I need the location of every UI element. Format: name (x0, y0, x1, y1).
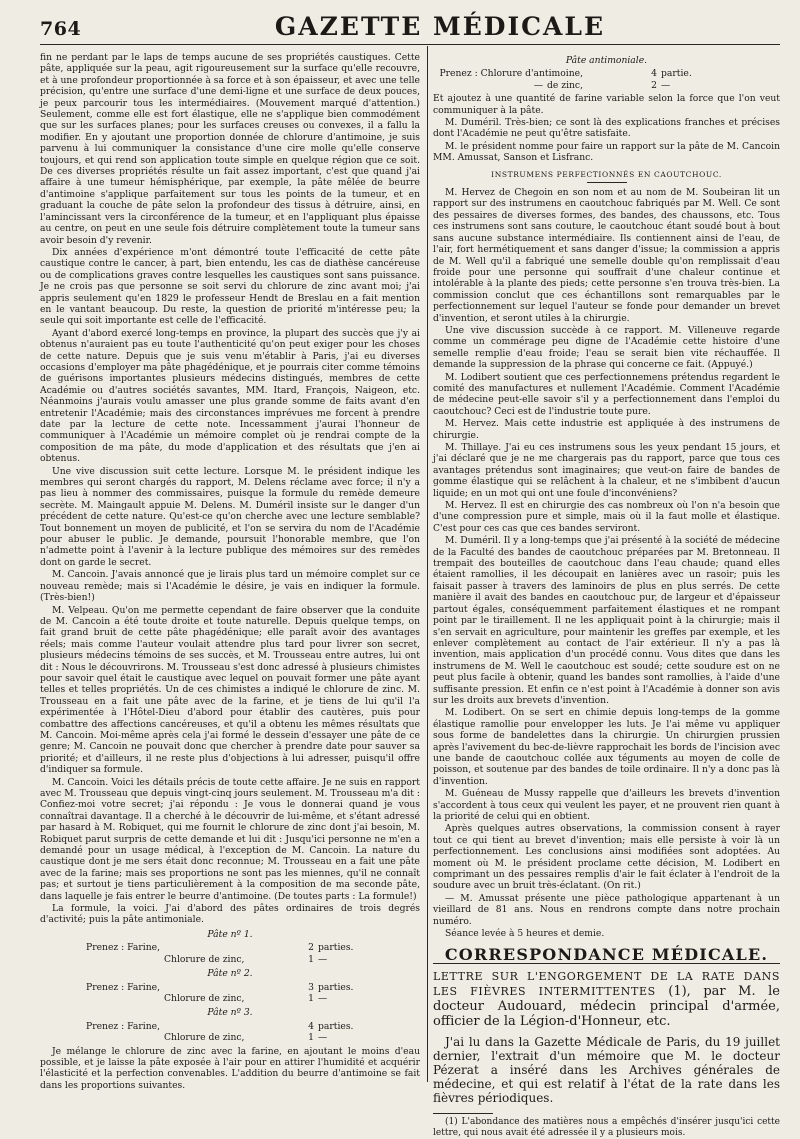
paste-formula-2 (40, 968, 420, 1004)
formula-lead: Prenez : Farine, (86, 942, 160, 954)
letter-heading-caps: LETTRE SUR L'ENGORGEMENT DE LA RATE DANS LES FIÈVRES INTERMITTENTES (433, 969, 780, 998)
paste-title: Pâte nº 2. (207, 968, 253, 980)
paste-title: Pâte nº 1. (207, 928, 253, 940)
right-paragraph-2: M. Duméril. Très-bien; ce sont là des explications franches et précises dont l'Académie ne peut qu'être satisfaite. (433, 117, 780, 140)
left-paragraph-6: M. Velpeau. Qu'on me permette cependant de faire observer que la conduite de M. Cancoin a été toute droite et toute naturelle. Depuis quelque temps, on fait grand bruit de cette pâte phagédénique; elle paraît avoir des avantages réels; mais comme l'auteur voulait attendre plus tard pour livrer son secret, plusieurs médecins témoins de ses succès, et M. Trousseau entre autres, lui ont dit : Nous le découvrirons. M. Trousseau s'est donc adressé à plusieurs chimistes pour savoir quel était le caustique avec lequel on pouvait former une pâte ayant telles et telles propriétés. Un de ces chimistes a indiqué le chlorure de zinc. M. Trousseau en a fait une pâte avec de la farine, et je tiens de lui qu'il l'a expérimentée à l'Hôtel-Dieu d'abord pour établir des cautères, puis pour combattre des affections cancéreuses, et qu'il a obtenu les mêmes résultats que M. Cancoin. Moi-même après cela j'ai formé le dessein d'essayer une pâte de ce genre; M. Cancoin ne pouvait donc que chercher à prendre date pour sauver sa priorité; et d'ailleurs, il ne reste plus d'objections à lui adresser, puisqu'il offre d'indiquer sa formule. (40, 604, 420, 776)
left-paragraph-9: Je mélange le chlorure de zinc avec la farine, en ajoutant le moins d'eau possible, et je laisse la pâte exposée à l'air pour en attirer l'humidité et acquérir l'élasticité et la perfection convenables. L'addition du beurre d'antimoine se fait dans les proportions suivantes. (40, 1045, 420, 1091)
formula-unit: — (661, 79, 671, 91)
right-paragraph-3: M. le président nomme pour faire un rapport sur la pâte de M. Cancoin MM. Amussat, Sanson et Lisfranc. (433, 140, 780, 164)
right-paragraph-13: Après quelques autres observations, la commission consent à rayer tout ce qui tient au brevet d'invention; mais elle persiste à voir là un perfectionnement. Les conclusions ainsi modifiées sont adoptées. Au moment où M. le président proclame cette décision, M. Lodibert en comprimant un des pessaires remplis d'air le fait éclater à l'endroit de la soudure avec un bruit très-éclatant. (On rit.) (433, 823, 780, 892)
footnote: (1) L'abondance des matières nous a empêchés d'insérer jusqu'ici cette lettre, qui nous avait été adressée il y a plusieurs mois. (433, 1116, 780, 1138)
formula-lead: — (533, 79, 543, 91)
formula-unit: parties. (318, 981, 354, 993)
formula-lead (40, 993, 164, 1004)
formula-ingredient (164, 982, 284, 993)
formula-lead (40, 1032, 164, 1043)
formula-ingredient: Chlorure de zinc, (164, 1032, 245, 1044)
formula-unit: parties. (318, 942, 354, 954)
session-closing: Séance levée à 5 heures et demie. (445, 928, 605, 940)
header-rule (40, 44, 780, 45)
section-heading (433, 169, 780, 183)
left-paragraph-3: Ayant d'abord exercé long-temps en province, la plupart des succès que j'y ai obtenus n'auraient pas eu toute l'authenticité qu'on peut exiger pour les choses de cette nature. Depuis que je suis venu m'établir à Paris, j'ai eu diverses occasions d'employer ma pâte phagédénique, et je pourrais citer comme témoins de guérisons importantes plusieurs médecins distingués, membres de cette Académie ou d'autres sociétés savantes, MM. Itard, François, Naigeon, etc. Néanmoins j'aurais voulu amasser une plus grande somme de faits avant d'en entretenir l'Académie; mais des circonstances imprévues me forcent à prendre date par la lecture de cette note. Incessamment j'aurai l'honneur de communiquer à l'Académie un mémoire complet où je rendrai compte de la composition de ma pâte, du mode d'application et des résultats que j'en ai obtenus. (40, 327, 420, 465)
formula-lead: Prenez : Chlorure d'antimoine, (439, 68, 583, 80)
column-divider (427, 46, 428, 1082)
formula-quantity: 2 (651, 79, 657, 91)
page-header (40, 6, 780, 40)
formula-row (40, 942, 420, 953)
left-paragraph-8: La formule, la voici. J'ai d'abord des pâtes ordinaires de trois degrés d'activité; puis la pâte antimoniale. (40, 903, 420, 926)
formula-row (40, 982, 420, 993)
letter-heading-rest: (1), par M. le docteur Audouard, médecin principal d'armée, officier de la Légion-d'Honneur, etc. (433, 983, 780, 1029)
formula-ingredient: Chlorure de zinc, (164, 953, 245, 965)
right-paragraph-6: M. Lodibert soutient que ces perfectionnemens prétendus regardent le comité des manufactures et nullement l'Académie. Comment l'Académie de médecine peut-elle savoir s'il y a perfectionnement dans l'emploi du caoutchouc? Ceci est de l'industrie toute pure. (433, 371, 780, 417)
left-paragraph-5: M. Cancoin. J'avais annoncé que je lirais plus tard un mémoire complet sur ce nouveau remède; mais si l'Académie le désire, je vais en indiquer la formule. (Très-bien!) (40, 569, 420, 604)
formula-quantity: 3 (308, 981, 314, 993)
paste-formula-1 (40, 929, 420, 965)
left-paragraph-4: Une vive discussion suit cette lecture. Lorsque M. le président indique les membres qui seront chargés du rapport, M. Delens réclame avec force; il n'y a pas lieu à nommer des commissaires, puisque la formule du remède demeure secrète. M. Maingault appuie M. Delens. M. Duméril insiste sur le danger d'un précédent de cette nature. Qu'est-ce qu'on cherche avec une lecture semblable? Tout bonnement un moyen de publicité, et l'on se servira du nom de l'Académie pour abuser le public. Je demande, poursuit l'honorable membre, que l'on n'admette point à l'avenir à la lecture publique des mémoires sur des remèdes dont on garde le secret. (40, 465, 420, 568)
left-column (40, 52, 420, 1091)
right-column (433, 52, 780, 1138)
formula-unit: parties. (318, 1020, 354, 1032)
correspondence-title: CORRESPONDANCE MÉDICALE. (444, 945, 769, 965)
right-paragraph-12: M. Guéneau de Mussy rappelle que d'ailleurs les brevets d'invention s'accordent à tous ceux qui veulent les payer, et ne prouvent rien quant à la priorité de celui qui en obtient. (433, 788, 780, 822)
right-paragraph-8: M. Thillaye. J'ai eu ces instrumens sous les yeux pendant 15 jours, et j'ai déclaré que je ne me chargerais pas du rapport, parce que tous ces avantages prétendus sont imaginaires; que veut-on faire de bandes de gomme élastique qui se relâchent à la chaleur, et ne s'imbibent d'aucun liquide; en un mot qui ont une foule d'inconvéniens? (433, 442, 780, 499)
formula-quantity: 4 (651, 68, 657, 80)
paste-formula-3 (40, 1007, 420, 1043)
formula-lead (40, 954, 164, 965)
right-paragraph-1: Et ajoutez à une quantité de farine variable selon la force que l'on veut communiquer à la pâte. (433, 93, 780, 116)
formula-quantity: 1 (308, 992, 314, 1004)
formula-unit: partie. (661, 68, 692, 80)
formula-unit: — (318, 992, 328, 1004)
formula-row (40, 993, 420, 1004)
formula-row (433, 80, 780, 91)
right-paragraph-5: Une vive discussion succède à ce rapport. M. Villeneuve regarde comme un commérage peu digne de l'Académie cette histoire d'une semelle remplie d'eau froide; l'eau se serait bien vite réchauffée. Il demande la suppression de la phrase qui concerne ce fait. (Appuyé.) (433, 324, 780, 371)
formula-row (433, 68, 780, 79)
right-paragraph-7: M. Hervez. Mais cette industrie est appliquée à des instrumens de chirurgie. (433, 418, 780, 441)
formula-lead: Prenez : Farine, (86, 981, 160, 993)
formula-unit: — (318, 1032, 328, 1044)
left-paragraph-2: Dix années d'expérience m'ont démontré toute l'efficacité de cette pâte caustique contre le cancer, à part, bien entendu, les cas de diathèse cancéreuse ou de complications graves contre lesquelles les caustiques sont sans puissance. Je ne crois pas que personne se soit servi du chlorure de zinc avant moi; j'ai appris seulement qu'en 1829 le professeur Hendt de Breslau en a fait mention en le vantant beaucoup. Du reste, la question de priorité m'intéresse peu; la seule qui soit importante est celle de l'efficacité. (40, 246, 420, 327)
formula-quantity: 2 (308, 942, 314, 954)
paste-title: Pâte antimoniale. (565, 55, 648, 66)
formula-row (40, 1021, 420, 1032)
page-number: 764 (40, 18, 82, 40)
formula-lead: Prenez : Farine, (86, 1020, 160, 1032)
formula-ingredient (587, 68, 627, 79)
formula-ingredient: de zinc, (547, 79, 584, 91)
formula-quantity: 4 (308, 1020, 314, 1032)
left-paragraph-7: M. Cancoin. Voici les détails précis de toute cette affaire. Je ne suis en rapport avec M. Trousseau que depuis vingt-cinq jours seulement. M. Trousseau m'a dit : Confiez-moi votre secret; j'ai répondu : Je vous le donnerai quand je vous connaîtrai davantage. Il a cherché à le découvrir de lui-même, et s'étant adressé par hasard à M. Robiquet, qui me fournit le chlorure de zinc dont j'ai besoin, M. Robiquet parut surpris de cette demande et lui dit : Jusqu'ici personne ne m'en a demandé pour un usage médical, à l'exception de M. Cancoin. La nature du caustique dont je me sers était donc reconnue; M. Trousseau en a fait une pâte avec de la farine; mais ses proportions ne sont pas les miennes, qu'il ne connaît pas; et surtout je tiens particulièrement à la composition de ma seconde pâte, dans laquelle je fais entrer le beurre d'antimoine. (De toutes parts : La formule!) (40, 776, 420, 902)
masthead-title: GAZETTE MÉDICALE (274, 12, 606, 41)
right-paragraph-9: M. Hervez. Il est en chirurgie des cas nombreux où l'on n'a besoin que d'une compression pure et simple, mais où il la faut molle et élastique. C'est pour ces cas que ces bandes serviront. (433, 500, 780, 534)
formula-ingredient (164, 942, 284, 953)
formula-unit: — (318, 953, 328, 965)
letter-body: J'ai lu dans la Gazette Médicale de Paris, du 19 juillet dernier, l'extrait d'un mémoire que M. le docteur Pézerat a inséré dans les Archives générales de médecine, et qui est relatif à l'état de la rate dans les fièvres périodiques. (433, 1034, 780, 1105)
section-heading-rule (587, 182, 627, 183)
formula-ingredient (164, 1021, 284, 1032)
right-paragraph-11: M. Lodibert. On se sert en chimie depuis long-temps de la gomme élastique ramollie pour envelopper les luts. Je l'ai même vu appliquer sous forme de bandelettes dans la chirurgie. Un chirurgien prussien après l'avivement du bec-de-lièvre rapprochait les bords de l'incision avec une bande de caoutchouc collée aux téguments au moyen de colle de poisson, et soutenue par des bandes de toile ordinaire. Il n'y a donc pas là d'invention. (433, 707, 780, 787)
paste-title: Pâte nº 3. (207, 1007, 253, 1019)
footnote-rule (433, 1113, 493, 1114)
formula-quantity: 1 (308, 1032, 314, 1044)
formula-row (40, 954, 420, 965)
letter-heading (433, 969, 780, 1029)
formula-ingredient: Chlorure de zinc, (164, 992, 245, 1004)
right-paragraph-10: M. Duméril. Il y a long-temps que j'ai présenté à la société de médecine de la Faculté des bandes de caoutchouc préparées par M. Bretonneau. Il trempait des bouteilles de caoutchouc dans l'eau chaude; quand elles étaient ramollies, il les découpait en lanières avec un rasoir; puis les faisait passer à travers des laminoirs de plus en plus serrés. De cette manière il avait des bandes en caoutchouc pur, de largeur et d'épaisseur partout égales, conséquemment parfaitement élastiques et ne rompant point par le tiraillement. Il ne les appliquait point à la chirurgie; mais il s'en servait en agriculture, pour maintenir les greffes par exemple, et les enlever complètement au contact de l'air extérieur. Il n'y a pas là invention, mais application d'un procédé connu. Vous dites que dans les instrumens de M. Well le caoutchouc est soudé; cette soudure est on ne peut plus facile à obtenir, quand les bandes sont ramollies, à l'aide d'une suffisante pression. Et enfin ce n'est point à l'Académie à donner son avis sur les droits aux brevets d'invention. (433, 535, 780, 706)
right-paragraph-4: M. Hervez de Chegoin en son nom et au nom de M. Soubeiran lit un rapport sur des instrumens en caoutchouc fabriqués par M. Well. Ce sont des pessaires de diverses formes, des bandes, des chaussons, etc. Tous ces instrumens sont sans couture, le caoutchouc étant soudé bout à bout sans aucune substance intermédiaire. Ils contiennent ainsi de l'eau, de l'air, fort hermétiquement et sans danger d'issue; la commission a appris de M. Well qu'il a fabriqué une semelle double qu'on remplissait d'eau froide pour une personne qui souffrait d'une chaleur continue et intolérable à la plante des pieds; cette personne s'en trouva très-bien. La commission conclut que ces échantillons sont remarquables par le perfectionnement sur lequel l'auteur se fonde pour demander un brevet d'invention, et seront utiles à la chirurgie. (433, 187, 780, 324)
formula-row (40, 1032, 420, 1043)
right-paragraph-14: — M. Amussat présente une pièce pathologique appartenant à un vieillard de 81 ans. Nous en rendrons compte dans notre prochain numéro. (433, 892, 780, 927)
left-paragraph-1: fin ne perdant par le laps de temps aucune de ses propriétés caustiques. Cette pâte, appliquée sur la peau, agit rigoureusement sur la surface qu'elle recouvre, et à une profondeur proportionnée à sa force et à son épaisseur, et avec une telle précision, qu'entre une surface d'une demi-ligne et une surface de deux pouces, je peux parcourir tous les intermédiaires. (Mouvement marqué d'attention.) Seulement, comme elle est fort élastique, elle ne s'applique bien commodément que sur les surfaces planes; pour les surfaces creuses ou convexes, il a fallu la modifier. En y ajoutant une proportion donnée de chlorure d'antimoine, je suis parvenu à lui communiquer la consistance d'une cire molle qu'elle conserve toujours, et qui rend son application toute simple en quelque région que ce soit. De ces diverses propriétés résulte un fait assez important, c'est que quand j'ai affaire à une tumeur hémisphérique, par exemple, la pâte mêlée de beurre d'antimoine s'applique parfaitement sur tous les points de la tumeur, et en graduant la couche de pâte selon la profondeur des tissus à détruire, ainsi, en l'amincissant vers la circonférence de la tumeur, et en l'appliquant plus épaisse au centre, on peut en une seule fois détruire complètement toute la tumeur sans avoir besoin d'y revenir. (40, 52, 420, 246)
section-heading-text: INSTRUMENS PERFECTIONNÉS EN CAOUTCHOUC. (491, 169, 722, 179)
formula-quantity: 1 (308, 953, 314, 965)
antimonial-paste-formula (433, 55, 780, 91)
